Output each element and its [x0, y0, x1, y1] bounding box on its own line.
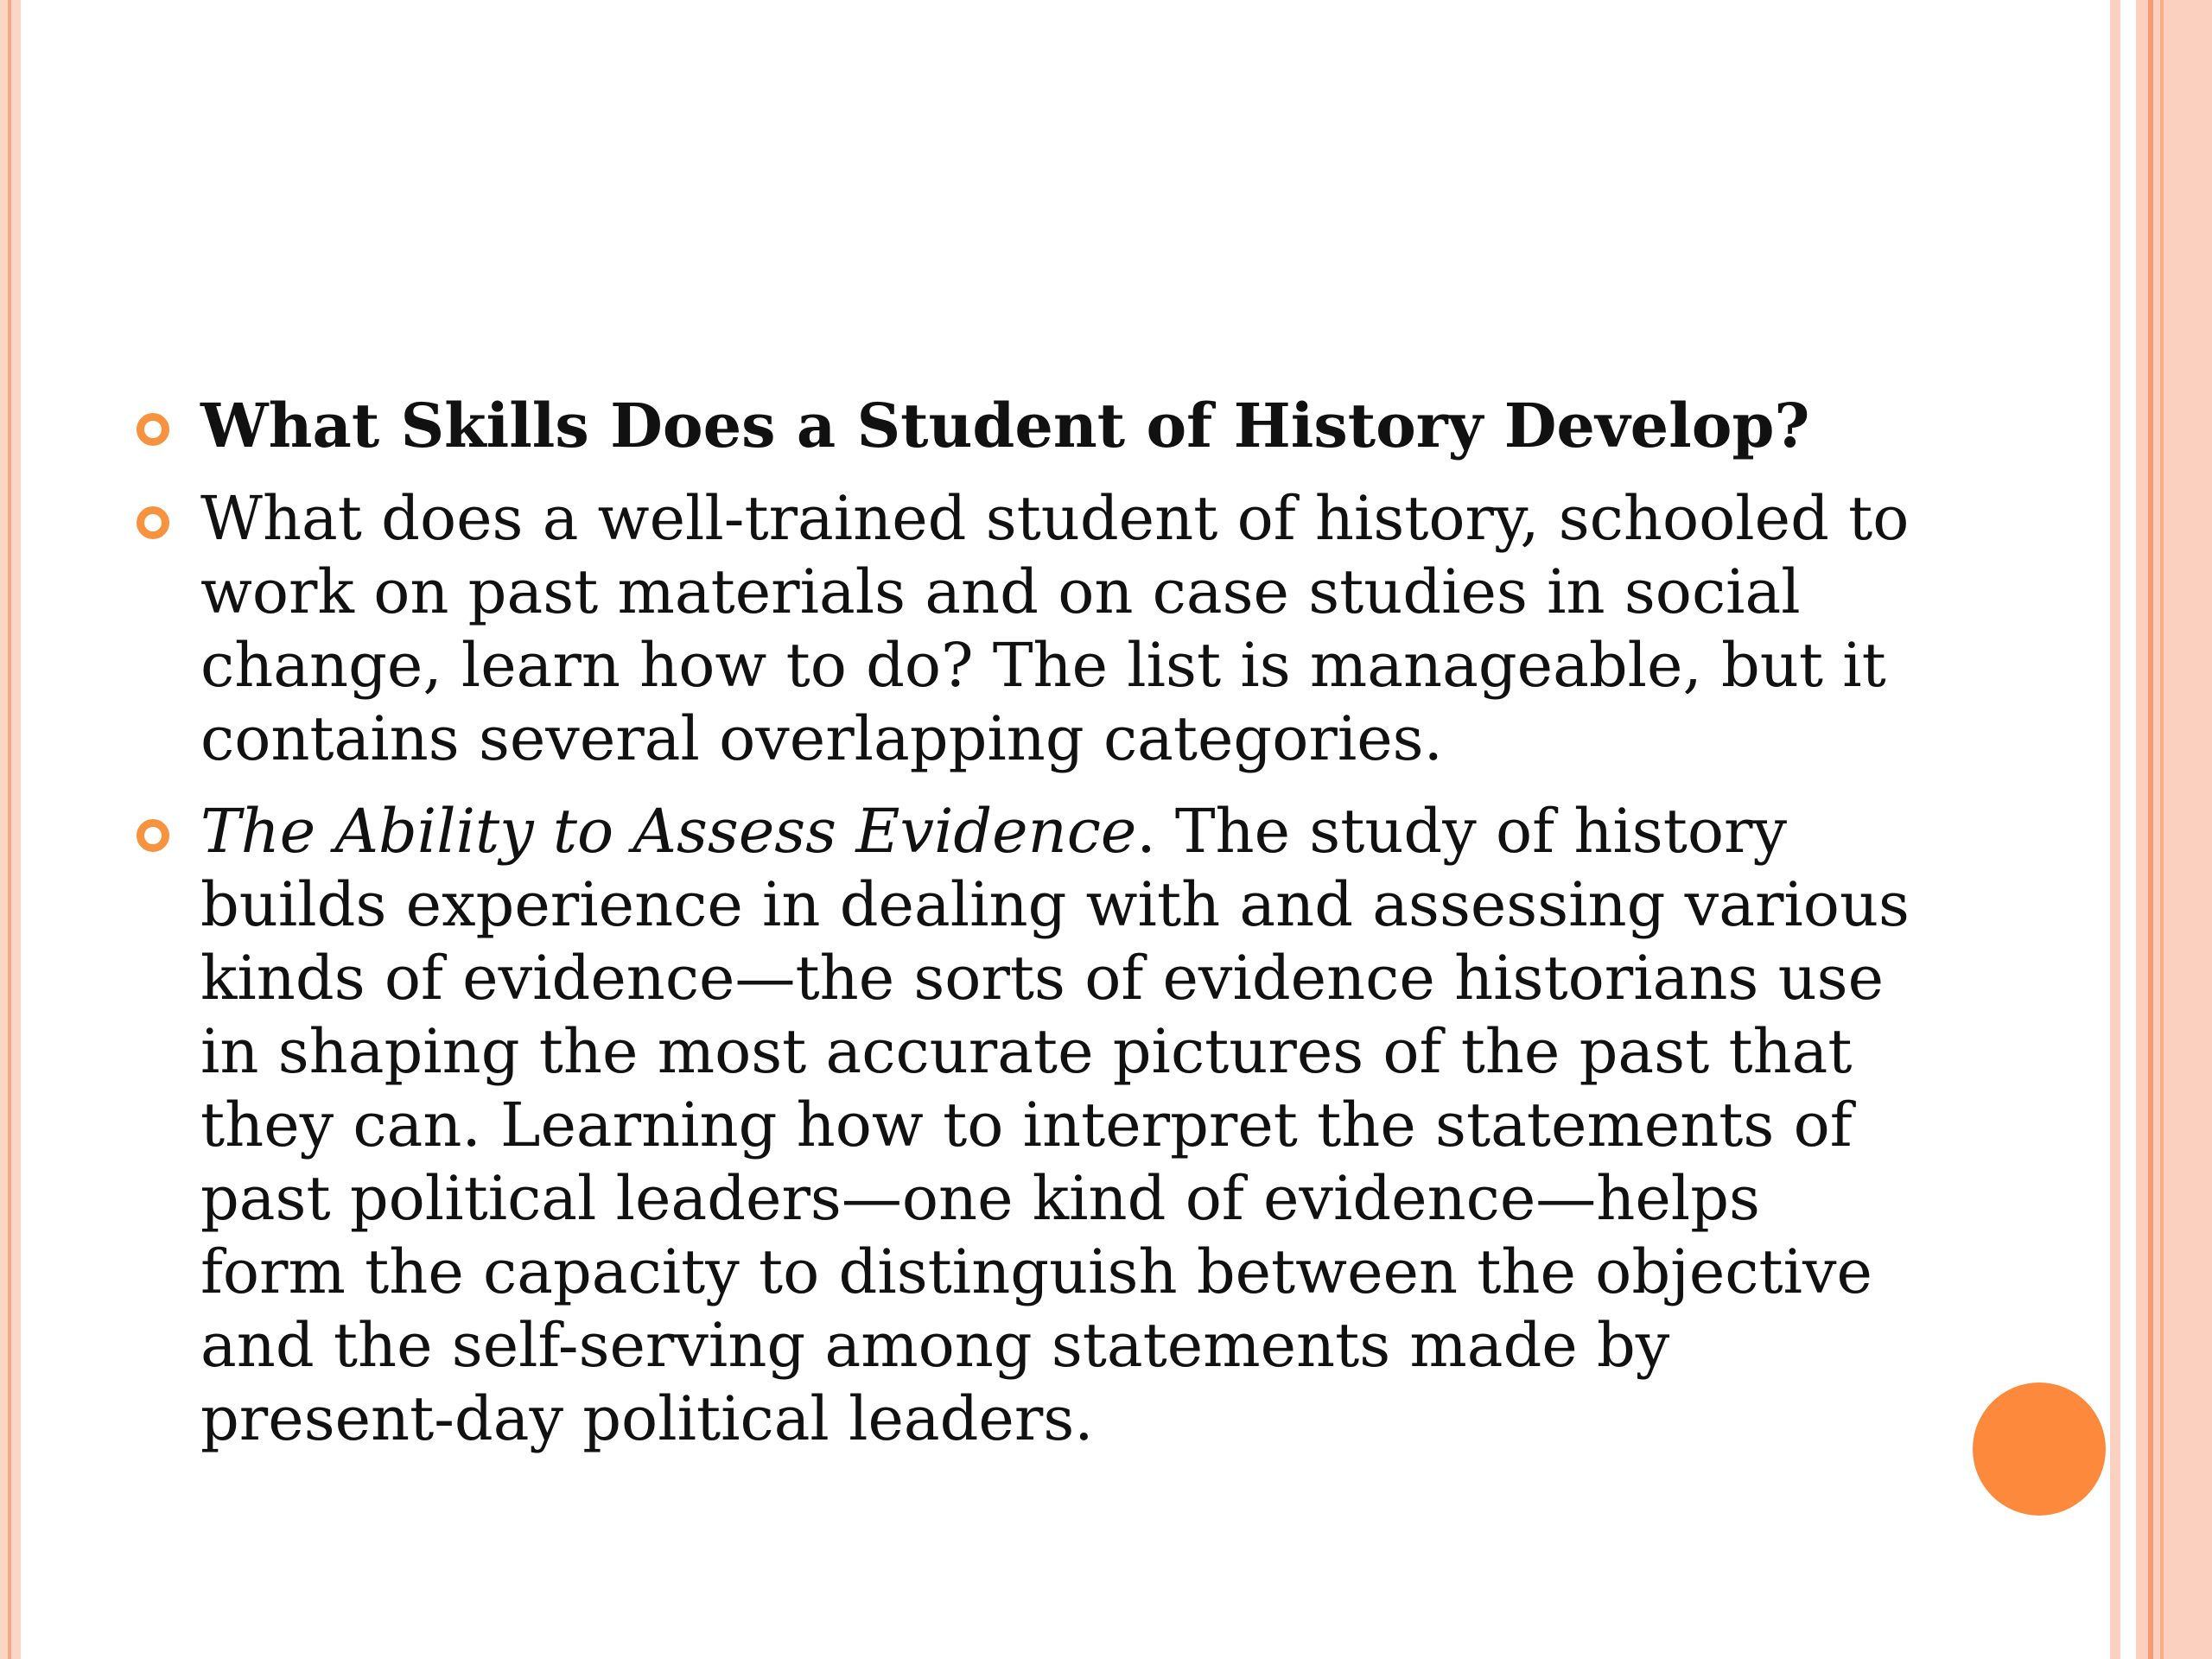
- right-border-stripe: [2110, 0, 2120, 1659]
- bullet-intro-text: What does a well-trained student of history, schooled to work on past materials and on case studies in social change, learn how to do? The list is manageable, but it contains several overlapping categories.: [200, 483, 1910, 774]
- bullet-assess-evidence-text: . The study of history builds experience in dealing with and assessing various kinds of evidence—the sorts of evidence historians use in shaping the most accurate pictures of the past that they can. Learning how to interpret the statements of past political leaders—one kind of evidence—helps form the capacity to distinguish between the objective and the self-serving among statements made by present-day political leaders.: [200, 796, 1910, 1454]
- ring-bullet-icon: [137, 413, 169, 446]
- right-border-line-thin: [2160, 0, 2164, 1659]
- decorative-circle-icon: [1973, 1382, 2106, 1516]
- bullet-italic-lead: The Ability to Assess Evidence: [200, 796, 1137, 867]
- slide-body: [121, 389, 1918, 1456]
- bullet-intro: [121, 482, 1918, 776]
- left-border-line: [8, 0, 11, 1659]
- bullet-heading: [121, 389, 1918, 463]
- bullet-assess-evidence: [121, 795, 1918, 1456]
- right-border-line: [2148, 0, 2153, 1659]
- ring-bullet-icon: [137, 819, 169, 852]
- bullet-heading-text: What Skills Does a Student of History Develop?: [200, 390, 1810, 461]
- ring-bullet-icon: [137, 506, 169, 539]
